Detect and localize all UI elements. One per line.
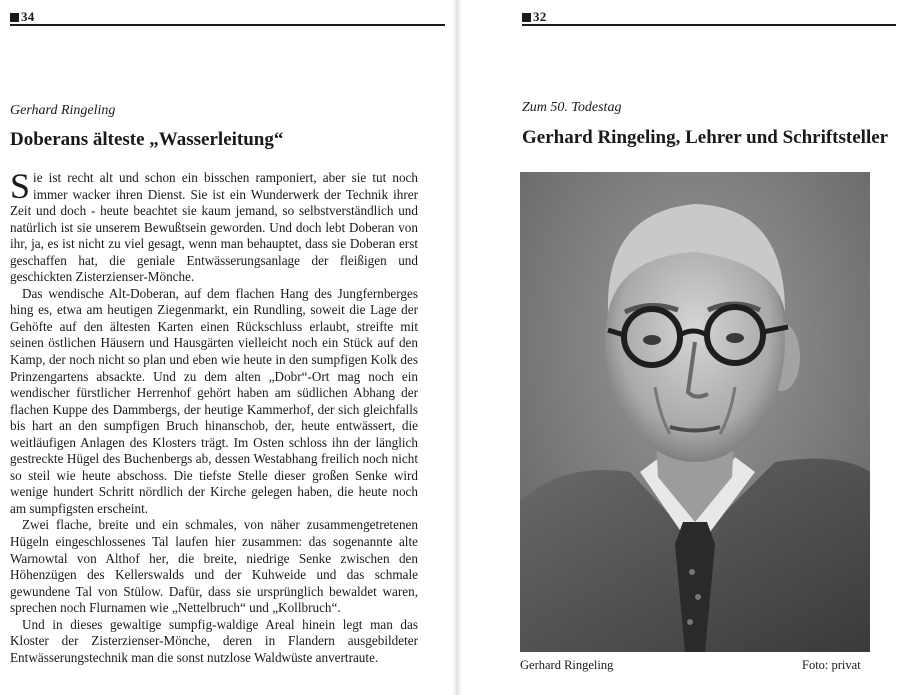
right-page bbox=[462, 0, 900, 695]
article-title: Doberans älteste „Wasserleitung“ bbox=[10, 129, 284, 150]
portrait-photo bbox=[520, 172, 870, 652]
photo-caption-name: Gerhard Ringeling bbox=[520, 658, 614, 672]
paragraph: Und in dieses gewaltige sumpfig-waldige Areal hinein legt man das Kloster der Zisterzienser-Mönche, deren in Flandern ausgebildeter Entwässerungstechnik man die sonst nutzlose Waldwüste anvertraute. bbox=[10, 616, 418, 665]
header-rule bbox=[522, 24, 896, 26]
drop-cap: S bbox=[10, 166, 31, 206]
article-title: Gerhard Ringeling, Lehrer und Schriftsteller bbox=[522, 127, 889, 148]
article-kicker: Zum 50. Todestag bbox=[522, 100, 622, 115]
page-number-text: 34 bbox=[21, 9, 35, 24]
header-rule bbox=[10, 24, 445, 26]
page-number-right bbox=[522, 9, 546, 25]
article-author: Gerhard Ringeling bbox=[10, 103, 116, 118]
page-number-text: 32 bbox=[533, 9, 547, 24]
page-marker-icon bbox=[522, 13, 531, 22]
paragraph bbox=[10, 166, 418, 286]
photo-caption-credit: Foto: privat bbox=[802, 658, 861, 672]
portrait-illustration bbox=[520, 172, 870, 652]
page-marker-icon bbox=[10, 13, 19, 22]
book-gutter bbox=[452, 0, 462, 695]
article-body bbox=[10, 166, 418, 666]
page-number-left bbox=[10, 9, 34, 25]
paragraph: Das wendische Alt-Doberan, auf dem flachen Hang des Jungfernberges hing es, etwa am heutigen Ziegenmarkt, ein Rundling, soweit die Lage der Gehöfte auf den ältesten Karten einen Rückschluss erlaubt, streifte mit seinen östlichen Häusern und Hausgärten vielleicht noch ein Stück auf den Kamp, der noch nicht so plan und eben wie heute in den sumpfigen Kolk des Prinzengartens absackte. Und zu dem alten „Dobr“-Ort mag noch ein wendischer fürstlicher Herrenhof gehört haben am südlichen Abhang der flachen Kuppe des Dammbergs, der heutige Kammerhof, der sich gleichfalls bis hart an den sumpfigen Bruch hinanschob, der, heute entwässert, die weitläufigen Anlagen des Klosters trägt. Im Osten schloss ihn der länglich gestreckte Hügel des Buchenbergs ab, dessen Westabhang freilich noch nicht so steil wie heute abschoss. Die tiefste Stelle dieser großen Senke wird wenige hundert Schritt nördlich der Kirche gelegen haben, die heute noch am sumpfigsten erscheint. bbox=[10, 285, 418, 516]
paragraph: Zwei flache, breite und ein schmales, von näher zusammengetretenen Hügeln eingeschlossenes Tal laufen hier zusammen: das sogenannte alte Warnowtal von Althof her, die breite, niedrige Senke zwischen den Höhenzügen des Kellerswalds und der Kuhweide und das schmale gewundene Tal von Stülow. Dafür, dass sie ursprünglich bewaldet waren, sprechen noch Flurnamen wie „Nettelbruch“ und „Kollbruch“. bbox=[10, 517, 418, 616]
paragraph-text: ie ist recht alt und schon ein bisschen ramponiert, aber sie tut noch immer wacker ihren Dienst. Sie ist ein Wunderwerk der Technik ihrer Zeit und doch - heute beachtet sie kaum jemand, so selbstverständlich und natürlich ist sie unserem Bewußtsein geworden. Und doch lebt Doberan von ihr, ja, es ist nicht zu viel gesagt, wenn man behauptet, dass sie Doberan erst geschaffen hat, die geniale Entwässerungsanlage der fleißigen und geschickten Zisterzienser-Mönche. bbox=[10, 170, 418, 285]
